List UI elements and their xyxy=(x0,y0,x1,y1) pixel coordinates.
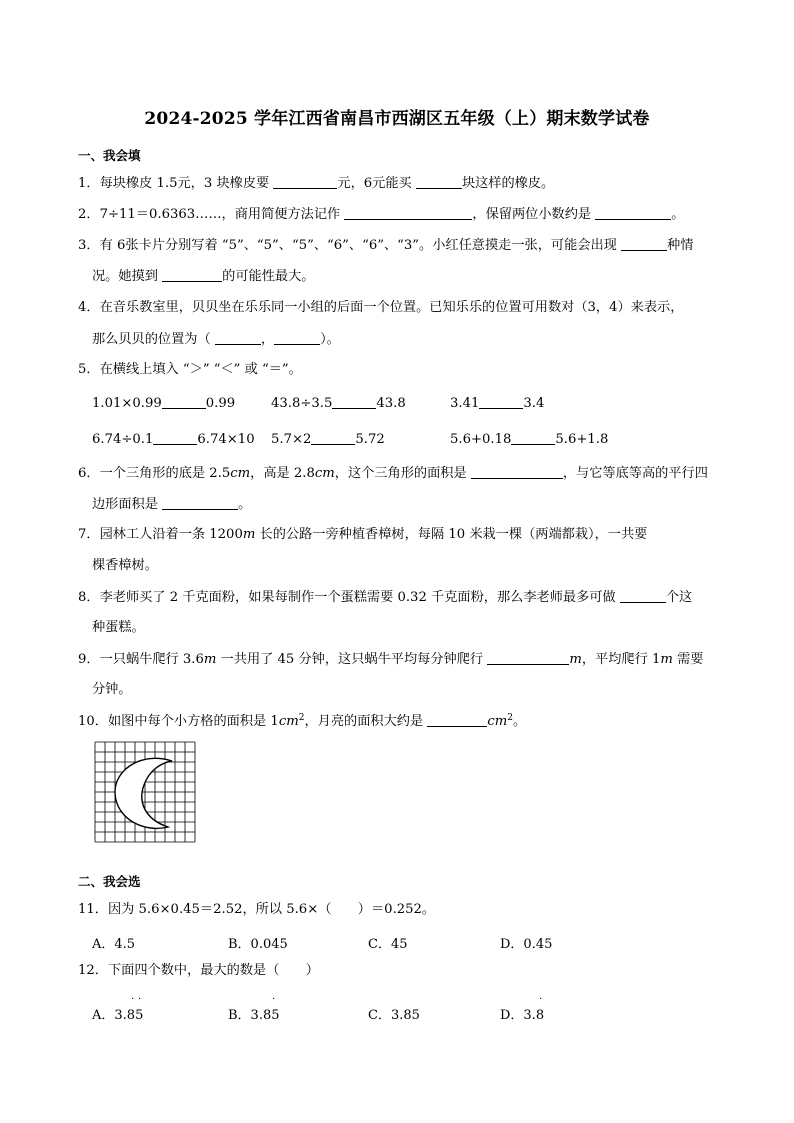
blank[interactable] xyxy=(427,714,487,727)
blank[interactable] xyxy=(162,396,206,409)
moon-shape xyxy=(115,758,172,828)
blank[interactable] xyxy=(479,396,523,409)
blank[interactable] xyxy=(311,432,355,445)
blank[interactable] xyxy=(595,207,671,220)
blank[interactable] xyxy=(162,497,238,510)
moon-grid-figure xyxy=(94,741,196,843)
question-6-line-2: 边形面积是 。 xyxy=(92,497,252,512)
compare-item: 5.7×2 5.72 xyxy=(271,432,385,447)
compare-item: 1.01×0.99 0.99 xyxy=(92,396,236,411)
question-7-line-2: 棵香樟树。 xyxy=(92,558,158,573)
question-8: 8．李老师买了 2 千克面粉，如果每制作一个蛋糕需要 0.32 千克面粉，那么李老师最多可做 个这 xyxy=(78,590,693,605)
page-title: 2024-2025 学年江西省南昌市西湖区五年级（上）期末数学试卷 xyxy=(144,109,650,129)
question-6: 6．一个三角形的底是 2.5cm，高是 2.8cm，这个三角形的面积是 ，与它等底等高的平行四 xyxy=(78,466,708,481)
blank[interactable] xyxy=(153,432,197,445)
blank[interactable] xyxy=(621,238,667,251)
option-c[interactable]: C．45 xyxy=(368,937,408,952)
option-a[interactable]: A．3.85 xyxy=(92,1008,144,1023)
blank[interactable] xyxy=(332,396,376,409)
option-d[interactable]: D．0.45 xyxy=(500,937,553,952)
question-12: 12．下面四个数中，最大的数是（ ） xyxy=(78,963,319,978)
option-b[interactable]: B．0.045 xyxy=(228,937,288,952)
blank[interactable] xyxy=(471,466,563,479)
question-2: 2．7÷11＝0.6363……，商用简便方法记作 ，保留两位小数约是 。 xyxy=(78,207,685,222)
blank[interactable] xyxy=(274,332,320,345)
blank[interactable] xyxy=(416,176,462,189)
compare-item: 5.6+0.18 5.6+1.8 xyxy=(450,432,609,447)
question-4-line-2: 那么贝贝的位置为（ ， ）。 xyxy=(92,332,340,347)
question-1: 1．每块橡皮 1.5元，3 块橡皮要 元，6元能买 块这样的橡皮。 xyxy=(78,176,555,191)
question-3: 3．有 6张卡片分别写着 “5”、“5”、“5”、“6”、“6”、“3”。小红任意摸走一张，可能会出现 种情 xyxy=(78,238,694,253)
compare-item: 3.41 3.4 xyxy=(450,396,545,411)
compare-item: 6.74÷0.1 6.74×10 xyxy=(92,432,255,447)
option-d[interactable]: D．3.8 xyxy=(500,1008,545,1023)
question-10: 10．如图中每个小方格的面积是 $1cm^2$，月亮的面积大约是 $cm^2$。 xyxy=(78,713,527,729)
option-a[interactable]: A．4.5 xyxy=(92,937,136,952)
compare-item: 43.8÷3.5 43.8 xyxy=(271,396,406,411)
blank[interactable] xyxy=(344,207,472,220)
question-9-line-2: 分钟。 xyxy=(92,682,132,697)
blank[interactable] xyxy=(511,432,555,445)
question-7: 7．园林工人沿着一条 1200m 长的公路一旁种植香樟树，每隔 10 米栽一棵（两端都栽），一共要 xyxy=(78,527,648,542)
question-4: 4．在音乐教室里，贝贝坐在乐乐同一小组的后面一个位置。已知乐乐的位置可用数对（3，4）来表示， xyxy=(78,300,684,315)
blank[interactable] xyxy=(215,332,261,345)
question-11: 11．因为 5.6×0.45＝2.52，所以 5.6×（ ）＝0.252。 xyxy=(78,902,436,917)
recurring-dot: · xyxy=(131,994,135,1005)
blank[interactable] xyxy=(487,652,569,665)
recurring-dot: · xyxy=(138,994,142,1005)
recurring-dot: · xyxy=(539,994,543,1005)
section-heading-choice: 二、我会选 xyxy=(78,874,141,889)
question-8-line-2: 种蛋糕。 xyxy=(92,620,145,635)
question-5: 5．在横线上填入 “＞” “＜” 或 “＝”。 xyxy=(78,362,302,377)
blank[interactable] xyxy=(273,176,337,189)
option-b[interactable]: B．3.85 xyxy=(228,1008,280,1023)
blank[interactable] xyxy=(162,269,222,282)
option-c[interactable]: C．3.85 xyxy=(368,1008,420,1023)
question-9: 9．一只蜗牛爬行 3.6m 一共用了 45 分钟，这只蜗牛平均每分钟爬行 m，平均爬行 1m 需要 xyxy=(78,652,704,667)
question-3-line-2: 况。她摸到 的可能性最大。 xyxy=(92,269,315,284)
section-heading-fill: 一、我会填 xyxy=(78,148,141,163)
recurring-dot: · xyxy=(272,994,276,1005)
blank[interactable] xyxy=(620,590,666,603)
